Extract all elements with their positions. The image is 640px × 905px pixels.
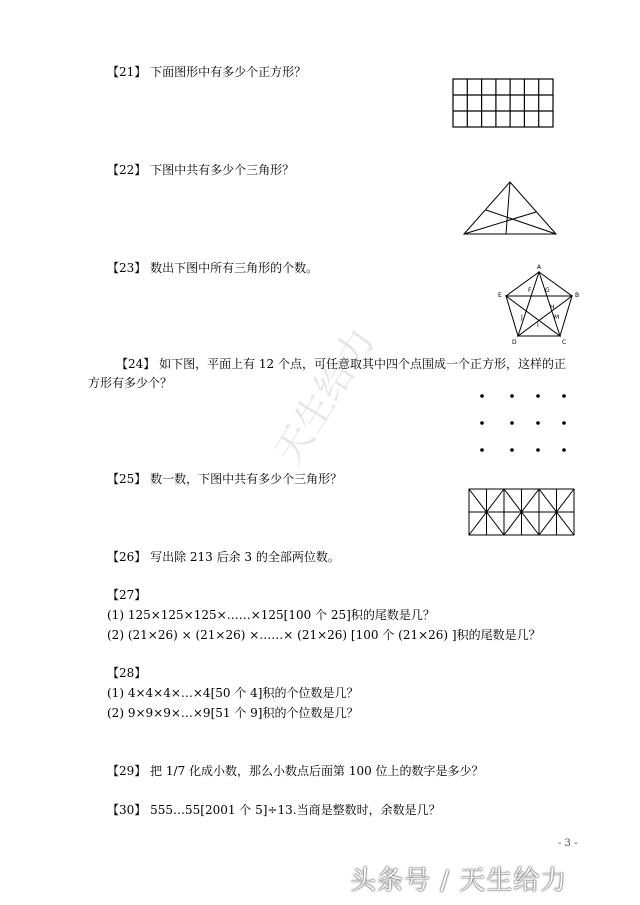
question-24-line2: 方形有多少个？ <box>88 376 173 390</box>
question-27-part2: (2) (21×26) × (21×26) ×……× (21×26) [100 个 (21×26) ]积的尾数是几？ <box>107 628 541 642</box>
question-25: 【25】 数一数，下图中共有多少个三角形？ <box>107 472 343 486</box>
question-28-heading: 【28】 <box>107 666 147 680</box>
label-c: C <box>562 339 567 346</box>
label-j: J <box>521 314 523 321</box>
label-b: B <box>575 292 580 299</box>
label-d: D <box>512 339 517 346</box>
label-h: H <box>550 304 555 311</box>
question-28-part2: (2) 9×9×9×…×9[51 个 9]积的个位数是几？ <box>107 706 359 720</box>
label-e: E <box>498 292 502 299</box>
question-27-heading: 【27】 <box>107 588 147 602</box>
pentagon-star-figure <box>494 262 586 346</box>
question-23: 【23】 数出下图中所有三角形的个数。 <box>107 261 319 275</box>
label-f: F <box>528 287 532 294</box>
label-a: A <box>537 264 542 271</box>
rectangle-triangles-figure <box>468 488 576 538</box>
footer-watermark: 头条号 / 天生给力 <box>350 866 568 896</box>
triangle-figure <box>462 180 558 236</box>
label-m: M <box>554 314 560 321</box>
grid-of-squares-figure <box>452 78 556 130</box>
dot-grid-figure <box>474 386 574 466</box>
question-28-part1: (1) 4×4×4×…×4[50 个 4]积的个位数是几？ <box>107 686 359 700</box>
question-22: 【22】 下图中共有多少个三角形？ <box>107 163 295 177</box>
question-24-line1: 【24】 如下图，平面上有 12 个点，可任意取其中四个点围成一个正方形，这样的正 <box>116 357 566 371</box>
question-27-part1: (1) 125×125×125×……×125[100 个 25]积的尾数是几？ <box>107 608 435 622</box>
question-29: 【29】 把 1/7 化成小数，那么小数点后面第 100 位上的数字是多少？ <box>107 764 484 778</box>
label-g: G <box>545 287 550 294</box>
label-i: I <box>537 322 539 329</box>
page-number: - 3 - <box>558 838 578 849</box>
diagonal-watermark: 天生给力 <box>265 319 384 473</box>
question-26: 【26】 写出除 213 后余 3 的全部两位数。 <box>107 550 340 564</box>
question-30: 【30】 555…55[2001 个 5]÷13.当商是整数时，余数是几？ <box>107 803 441 817</box>
question-21: 【21】 下面图形中有多少个正方形？ <box>107 65 307 79</box>
